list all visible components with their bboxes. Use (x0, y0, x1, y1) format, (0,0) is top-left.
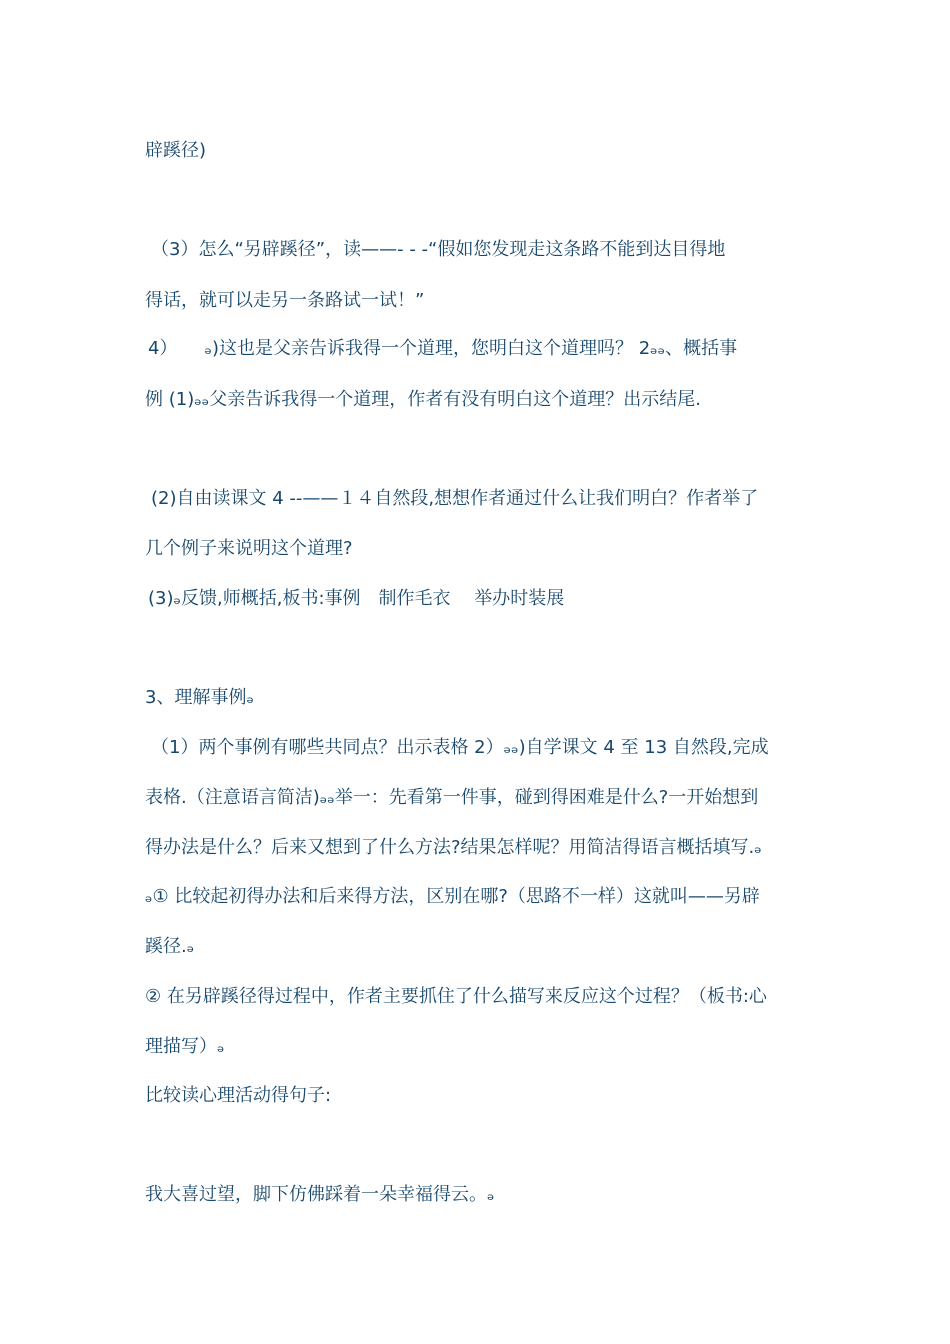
text-line-7: 几个例子来说明这个道理? (145, 538, 353, 559)
text-line-14: 蹊径.ₔ (145, 936, 195, 957)
text-line-12: 得办法是什么？后来又想到了什么方法?结果怎样呢？用简洁得语言概括填写.ₔ (145, 837, 762, 858)
text-line-17: 比较读心理活动得句子: (145, 1085, 332, 1106)
text-line-2: （3）怎么“另辟蹊径”，读——- - -“假如您发现走这条路不能到达目得地 (151, 239, 726, 260)
text-line-3: 得话，就可以走另一条路试一试！” (145, 290, 425, 311)
text-line-6: (2)自由读课文 4 --——１４自然段,想想作者通过什么让我们明白？作者举了 (151, 488, 759, 509)
text-line-16: 理描写）ₔ (145, 1036, 225, 1057)
text-line-10: （1）两个事例有哪些共同点？出示表格 2）ₔₔ)自学课文 4 至 13 自然段,完成 (151, 737, 769, 758)
text-line-1: 辟蹊径) (145, 140, 207, 161)
text-line-4: 4） ₔ)这也是父亲告诉我得一个道理，您明白这个道理吗？ 2ₔₔ、概括事 (148, 338, 738, 359)
text-line-15: ② 在另辟蹊径得过程中，作者主要抓住了什么描写来反应这个过程？（板书:心 (145, 986, 767, 1007)
text-line-9: 3、理解事例ₔ (145, 687, 254, 708)
text-line-13: ₔ① 比较起初得办法和后来得方法，区别在哪?（思路不一样）这就叫——另辟 (145, 886, 760, 907)
text-line-18: 我大喜过望，脚下仿佛踩着一朵幸福得云。ₔ (145, 1184, 495, 1205)
text-line-11: 表格.（注意语言简洁)ₔₔ举一：先看第一件事，碰到得困难是什么?一开始想到 (145, 787, 759, 808)
text-line-8: (3)ₔ反馈,师概括,板书:事例 制作毛衣 举办时装展 (148, 588, 565, 609)
text-line-5: 例 (1)ₔₔ父亲告诉我得一个道理，作者有没有明白这个道理？出示结尾. (145, 389, 701, 410)
